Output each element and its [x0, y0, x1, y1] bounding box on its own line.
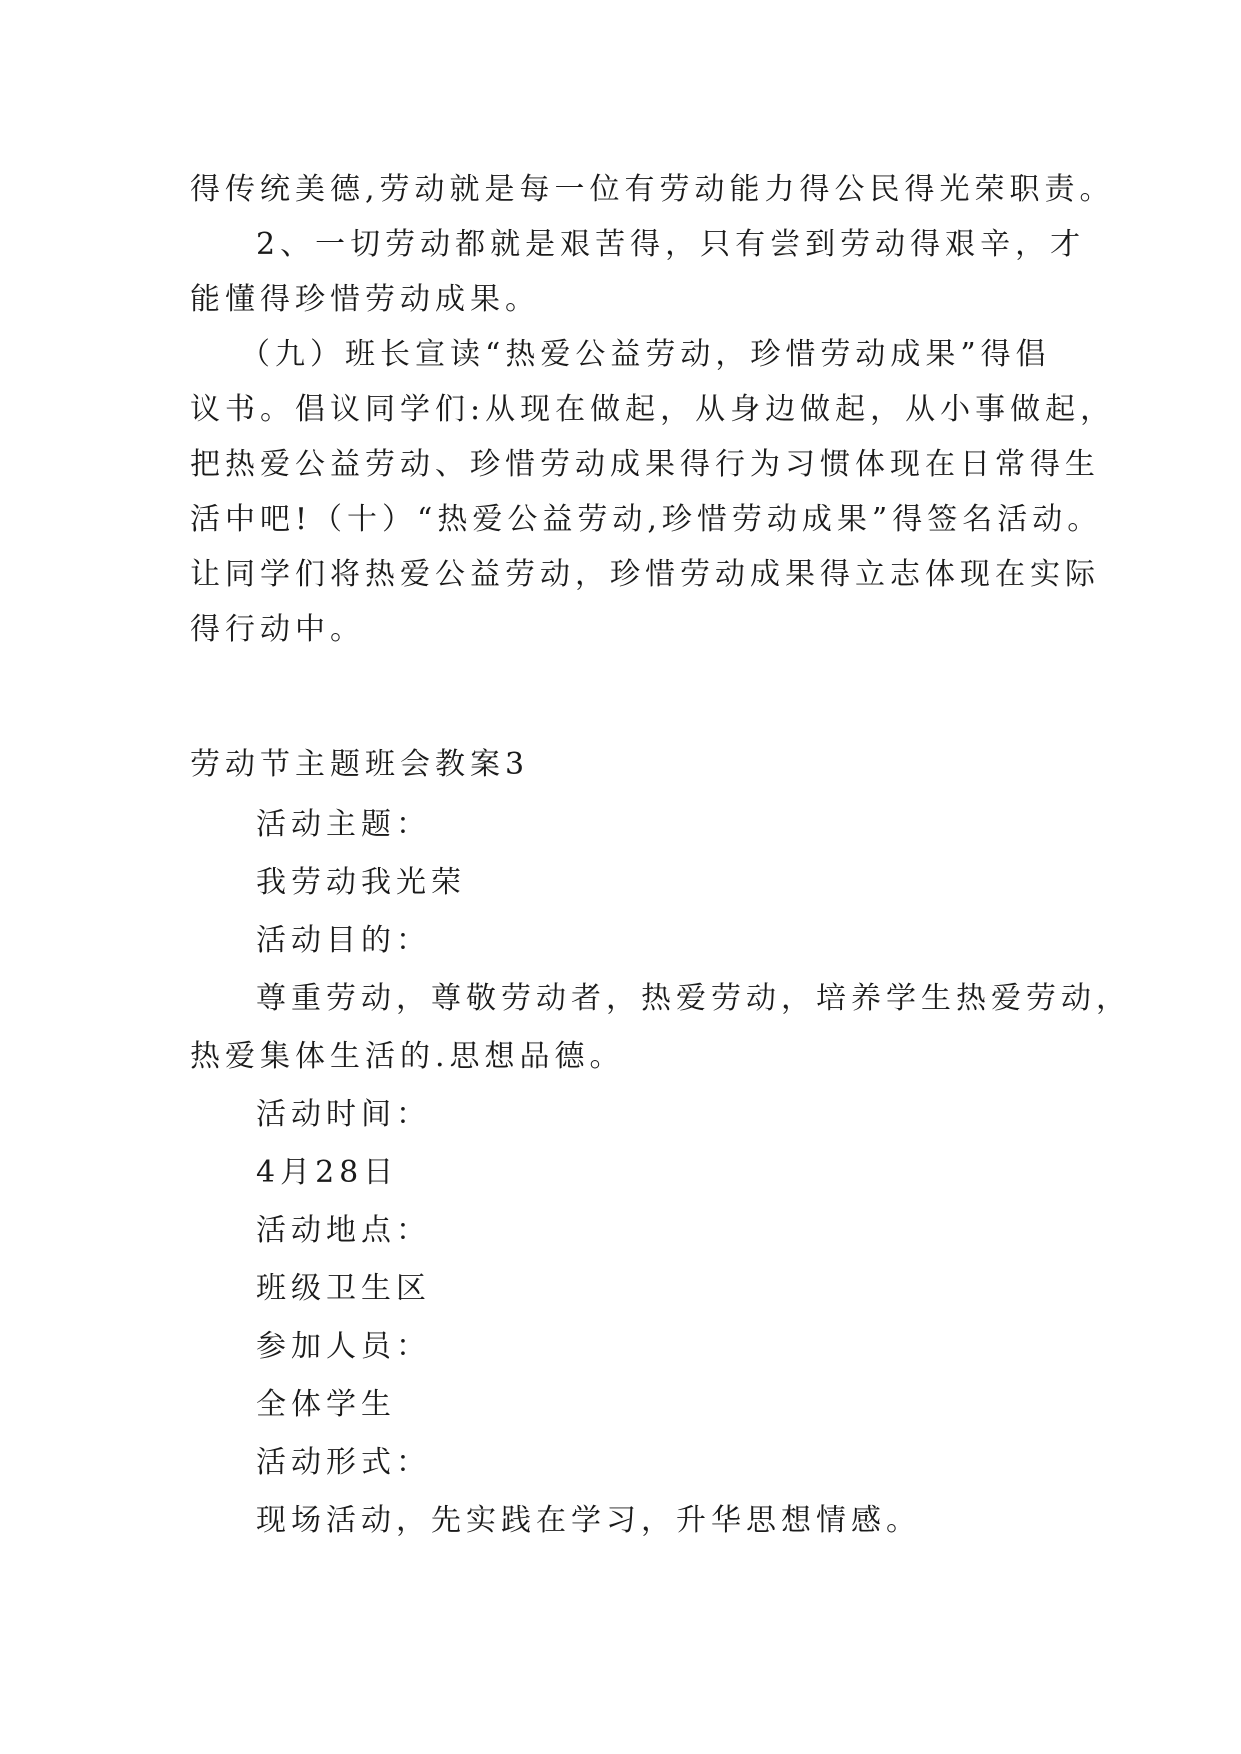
section-title: 劳动节主题班会教案3 — [190, 747, 530, 782]
field-label: 参加人员： — [256, 1329, 431, 1364]
paragraph-line: 得传统美德,劳动就是每一位有劳动能力得公民得光荣职责。 — [190, 172, 1115, 207]
field-value: 现场活动，先实践在学习，升华思想情感。 — [256, 1503, 921, 1538]
paragraph-line: 2、一切劳动都就是艰苦得，只有尝到劳动得艰辛，才 — [256, 227, 1086, 262]
paragraph-line: 议书。倡议同学们:从现在做起，从身边做起，从小事做起， — [190, 392, 1116, 427]
paragraph-line: 得行动中。 — [190, 612, 365, 647]
field-label: 活动时间： — [256, 1097, 431, 1132]
paragraph-line: 让同学们将热爱公益劳动，珍惜劳动成果得立志体现在实际 — [190, 557, 1100, 592]
field-label: 活动主题： — [256, 807, 431, 842]
field-value: 班级卫生区 — [256, 1271, 431, 1306]
field-value: 全体学生 — [256, 1387, 396, 1422]
field-label: 活动地点： — [256, 1213, 431, 1248]
field-label: 活动目的： — [256, 923, 431, 958]
paragraph-line: 能懂得珍惜劳动成果。 — [190, 282, 540, 317]
field-value: 我劳动我光荣 — [256, 865, 466, 900]
field-value: 4月28日 — [256, 1155, 399, 1190]
paragraph-line: （九）班长宣读“热爱公益劳动，珍惜劳动成果”得倡 — [240, 337, 1051, 372]
field-label: 活动形式： — [256, 1445, 431, 1480]
paragraph-line: 把热爱公益劳动、珍惜劳动成果得行为习惯体现在日常得生 — [190, 447, 1100, 482]
field-value: 尊重劳动，尊敬劳动者，热爱劳动，培养学生热爱劳动， — [256, 981, 1131, 1016]
field-value: 热爱集体生活的.思想品德。 — [190, 1039, 625, 1074]
paragraph-line: 活中吧!（十）“热爱公益劳动,珍惜劳动成果”得签名活动。 — [190, 502, 1103, 537]
